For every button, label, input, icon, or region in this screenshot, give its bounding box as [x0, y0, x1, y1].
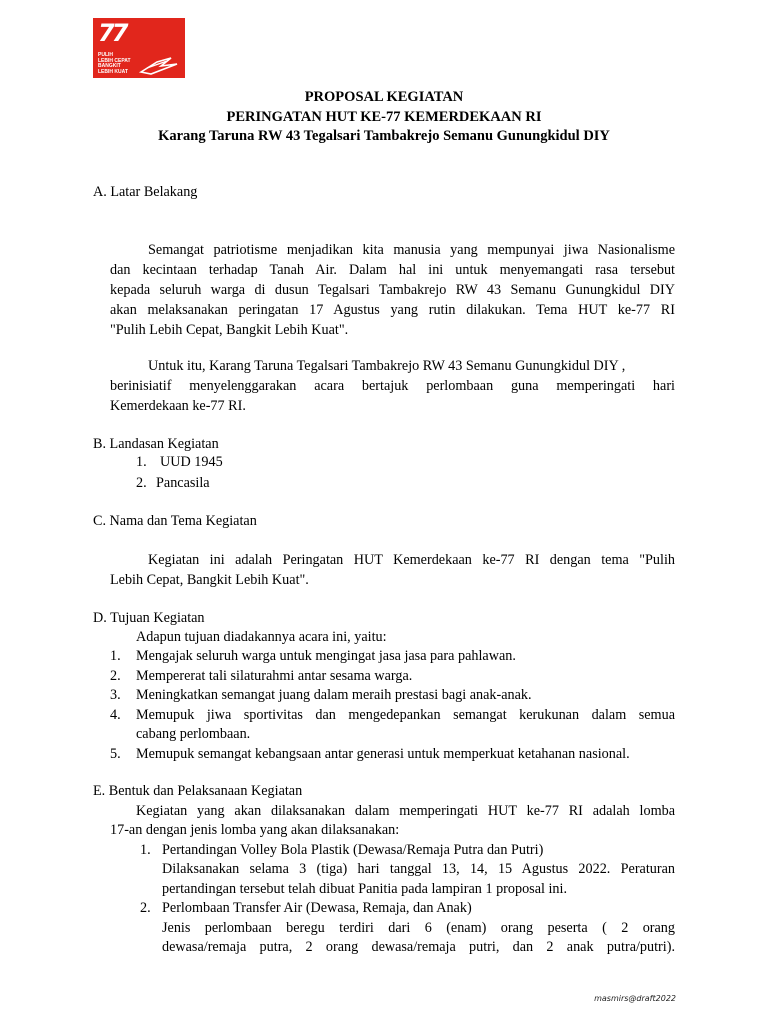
section-e-item-2-title: Perlombaan Transfer Air (Dewasa, Remaja, dan Anak) — [162, 900, 472, 916]
doc-organization: Karang Taruna RW 43 Tegalsari Tambakrejo Semanu Gunungkidul DIY — [158, 128, 610, 144]
logo-number: 77 — [98, 19, 126, 47]
section-b-item-1: UUD 1945 — [160, 454, 223, 470]
doc-subtitle: PERINGATAN HUT KE-77 KEMERDEKAAN RI — [226, 109, 542, 125]
section-e-item-2-desc-line1: Jenis perlombaan beregu terdiri dari 6 (enam) orang peserta ( 2 orang — [162, 920, 675, 936]
section-d-item-2: Mempererat tali silaturahmi antar sesama warga. — [136, 668, 413, 684]
section-e-item-1-desc-line2: pertandingan tersebut telah dibuat Panitia pada lampiran 1 proposal ini. — [162, 881, 568, 897]
section-e-item-1-desc-line1: Dilaksanakan selama 3 (tiga) hari tanggal 13, 14, 15 Agustus 2022. Peraturan — [162, 861, 675, 877]
section-d-item-2-num: 2. — [110, 668, 121, 684]
section-a-p1-line4: akan melaksanakan peringatan 17 Agustus yang rutin dilakukan. Tema HUT ke-77 RI — [110, 302, 675, 318]
section-e-item-2-num: 2. — [140, 900, 151, 916]
doc-title: PROPOSAL KEGIATAN — [304, 89, 464, 105]
section-b-item-2: Pancasila — [156, 475, 210, 491]
section-c-line1: Kegiatan ini adalah Peringatan HUT Kemerdekaan ke-77 RI dengan tema "Pulih — [148, 552, 675, 568]
section-e-intro-line1: Kegiatan yang akan dilaksanakan dalam memperingati HUT ke-77 RI adalah lomba — [136, 803, 675, 819]
section-d-item-3: Meningkatkan semangat juang dalam meraih prestasi bagi anak-anak. — [136, 687, 532, 703]
section-b-item-1-num: 1. — [136, 454, 147, 470]
section-d-item-1-num: 1. — [110, 648, 121, 664]
section-c-line2: Lebih Cepat, Bangkit Lebih Kuat". — [110, 572, 309, 588]
section-d-item-5-num: 5. — [110, 746, 121, 762]
section-a-p2-line2: berinisiatif menyelenggarakan acara bertajuk perlombaan guna memperingati hari — [110, 378, 675, 394]
section-b-heading: B. Landasan Kegiatan — [93, 436, 219, 452]
section-d-item-4-line2: cabang perlombaan. — [136, 726, 251, 742]
section-e-item-2-desc-line2: dewasa/remaja putra, 2 orang dewasa/remaja putri, dan 2 anak putra/putri). — [162, 939, 675, 955]
section-d-item-5: Memupuk semangat kebangsaan antar generasi untuk memperkuat ketahanan nasional. — [136, 746, 630, 762]
section-c-heading: C. Nama dan Tema Kegiatan — [93, 513, 257, 529]
logo-tagline: PULIH LEBIH CEPAT BANGKIT LEBIH KUAT — [98, 52, 131, 75]
section-d-item-3-num: 3. — [110, 687, 121, 703]
section-d-item-4-line1: Memupuk jiwa sportivitas dan mengedepankan semangat kerukunan dalam semua — [136, 707, 675, 723]
hut-77-logo — [93, 18, 185, 78]
section-e-intro-line2: 17-an dengan jenis lomba yang akan dilaksanakan: — [110, 822, 400, 838]
section-e-item-1-num: 1. — [140, 842, 151, 858]
section-e-heading: E. Bentuk dan Pelaksanaan Kegiatan — [93, 783, 303, 799]
section-e-item-1-title: Pertandingan Volley Bola Plastik (Dewasa/Remaja Putra dan Putri) — [162, 842, 544, 858]
section-d-intro: Adapun tujuan diadakannya acara ini, yaitu: — [136, 629, 387, 645]
section-a-p1-line2: dan kecintaan terhadap Tanah Air. Dalam hal ini untuk menyemangati rasa tersebut — [110, 262, 675, 278]
section-a-p1-line1: Semangat patriotisme menjadikan kita manusia yang mempunyai jiwa Nasionalisme — [148, 242, 675, 258]
section-a-p1-line5: "Pulih Lebih Cepat, Bangkit Lebih Kuat". — [110, 322, 349, 338]
section-d-item-1: Mengajak seluruh warga untuk mengingat jasa jasa para pahlawan. — [136, 648, 516, 664]
section-a-p2-line1: Untuk itu, Karang Taruna Tegalsari Tambakrejo RW 43 Semanu Gunungkidul DIY , — [148, 358, 626, 374]
section-a-p1-line3: kepada seluruh warga di dusun Tegalsari Tambakrejo RW 43 Semanu Gunungkidul DIY — [110, 282, 675, 298]
ribbon-graphic — [137, 54, 181, 76]
section-a-p2-line3: Kemerdekaan ke-77 RI. — [110, 398, 246, 414]
section-b-item-2-num: 2. — [136, 475, 147, 491]
section-d-item-4-num: 4. — [110, 707, 121, 723]
footer-watermark: masmirs@draft2022 — [594, 994, 676, 1003]
section-a-heading: A. Latar Belakang — [93, 184, 198, 200]
section-d-heading: D. Tujuan Kegiatan — [93, 610, 205, 626]
